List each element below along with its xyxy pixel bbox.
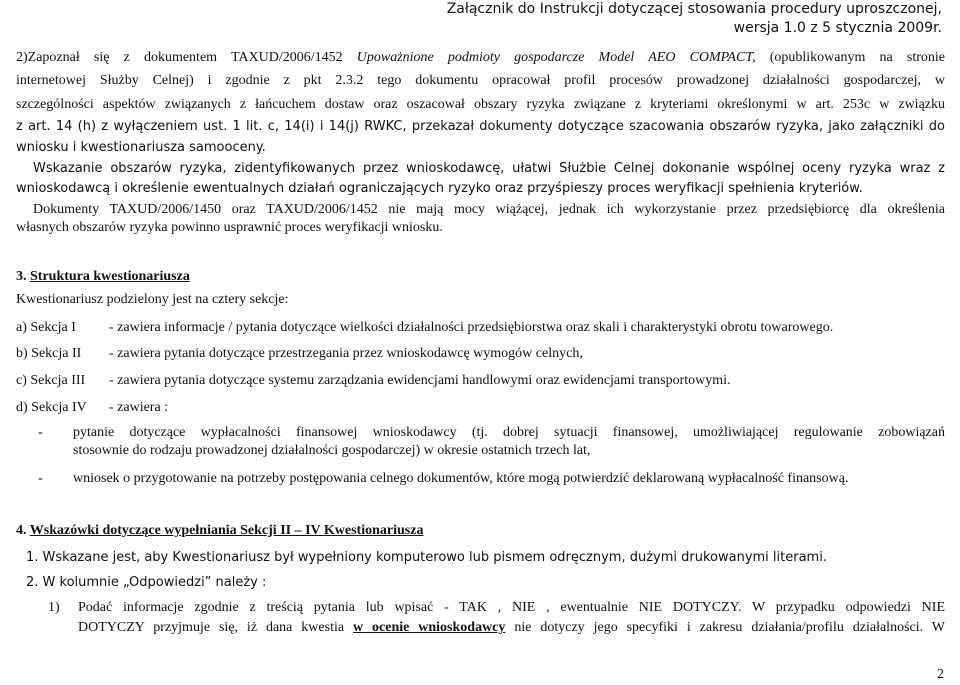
bullet-1-line-2: stosownie do rodzaju prowadzonej działalności gospodarczej) w okresie ostatnich trzech lat,	[73, 443, 591, 458]
section-item-label: b) Sekcja II	[16, 346, 82, 361]
section-item-label: c) Sekcja III	[16, 373, 86, 388]
intro-line-1	[16, 49, 945, 67]
sub-item-text: nie dotyczy jego specyfiki i zakresu działania/profilu działalności. W	[505, 620, 946, 635]
emphasized-phrase: w ocenie wnioskodawcy	[353, 620, 506, 635]
sub-item-text: DOTYCZY przyjmuje się, iż dana kwestia	[78, 620, 353, 635]
section-4-item-1: 1. Wskazane jest, aby Kwestionariusz był wypełniony komputerowo lub pismem odręcznym, dużymi drukowanymi literami.	[26, 550, 827, 565]
bullet-1-line-1: pytanie dotyczące wypłacalności finansowej wnioskodawcy (tj. dobrej sytuacji finansowej, umożliwiającej regulowanie zobowiązań	[73, 425, 945, 440]
sub-item-1-line-2	[78, 619, 945, 637]
intro-line-3: szczególności aspektów związanych z łańcuchem dostaw oraz oszacował obszary ryzyka związane z kryteriami określonymi w art. 253c w związku	[16, 97, 945, 112]
section-item-text: - zawiera informacje / pytania dotyczące wielkości działalności przedsiębiorstwa oraz skali i charakterystyki obrotu towarowego.	[109, 320, 834, 335]
section-3-number: 3.	[16, 269, 30, 284]
bullet-dash: -	[38, 425, 43, 440]
section-4-heading	[16, 522, 423, 540]
para2-line-2: własnych obszarów ryzyka powinno usprawnić proces weryfikacji wniosku.	[16, 220, 443, 235]
section-item-text: - zawiera :	[109, 400, 169, 415]
intro-line-5: wniosku i kwestionariusza samooceny.	[16, 140, 266, 155]
intro-line-2: internetowej Służby Celnej) i zgodnie z pkt 2.3.2 tego dokumentu opracował profil procesów prowadzonej działalności gospodarczej, w	[16, 73, 945, 88]
bullet-dash: -	[38, 471, 43, 486]
sub-item-label: 1)	[48, 600, 60, 615]
bullet-2-line-1: wniosek o przygotowanie na potrzeby postępowania celnego dokumentów, które mogą potwierdzić deklarowaną wypłacalność finansową.	[73, 471, 849, 486]
section-item-text: - zawiera pytania dotyczące przestrzegania przez wnioskodawcę wymogów celnych,	[109, 346, 583, 361]
sub-item-1-line-1: Podać informacje zgodnie z treścią pytania lub wpisać - TAK , NIE , ewentualnie NIE DOTYCZY. W przypadku odpowiedzi NIE	[78, 600, 945, 615]
para2-line-1: Dokumenty TAXUD/2006/1450 oraz TAXUD/2006/1452 nie mają mocy wiążącej, jednak ich wykorzystanie przez przedsiębiorcę dla określenia	[33, 202, 945, 217]
section-4-title: Wskazówki dotyczące wypełniania Sekcji II – IV Kwestionariusza	[29, 523, 424, 538]
section-item-text: - zawiera pytania dotyczące systemu zarządzania ewidencjami handlowymi oraz ewidencjami transportowymi.	[109, 373, 731, 388]
intro-text: (opublikowanym na stronie	[755, 50, 945, 65]
document-title: Upoważnione podmioty gospodarcze Model AEO COMPACT,	[356, 50, 756, 65]
section-item-label: d) Sekcja IV	[16, 400, 87, 415]
para1-line-2: wnioskodawcą i określenie ewentualnych działań ograniczających ryzyko oraz przyśpieszy proces weryfikacji spełnienia kryteriów.	[16, 181, 863, 196]
section-3-title: Struktura kwestionariusza	[30, 269, 190, 284]
intro-text: 2)Zapoznał się z dokumentem TAXUD/2006/1452	[16, 50, 357, 65]
intro-line-4: z art. 14 (h) z wyłączeniem ust. 1 lit. c, 14(i) i 14(j) RWKC, przekazał dokumenty dotyczące szacowania obszarów ryzyka, jako załączniki do	[16, 119, 945, 134]
section-4-number: 4.	[16, 523, 30, 538]
section-item-label: a) Sekcja I	[16, 320, 76, 335]
section-4-item-2: 2. W kolumnie „Odpowiedzi” należy :	[26, 575, 267, 590]
header-line-1: Załącznik do Instrukcji dotyczącej stosowania procedury uproszczonej,	[446, 1, 942, 17]
page-number: 2	[937, 667, 944, 682]
section-3-heading	[16, 268, 190, 286]
section-3-intro: Kwestionariusz podzielony jest na cztery sekcje:	[16, 292, 289, 307]
header-line-2: wersja 1.0 z 5 stycznia 2009r.	[733, 20, 942, 36]
para1-line-1: Wskazanie obszarów ryzyka, zidentyfikowanych przez wnioskodawcę, ułatwi Służbie Celnej dokonanie wspólnej oceny ryzyka wraz z	[33, 161, 945, 176]
